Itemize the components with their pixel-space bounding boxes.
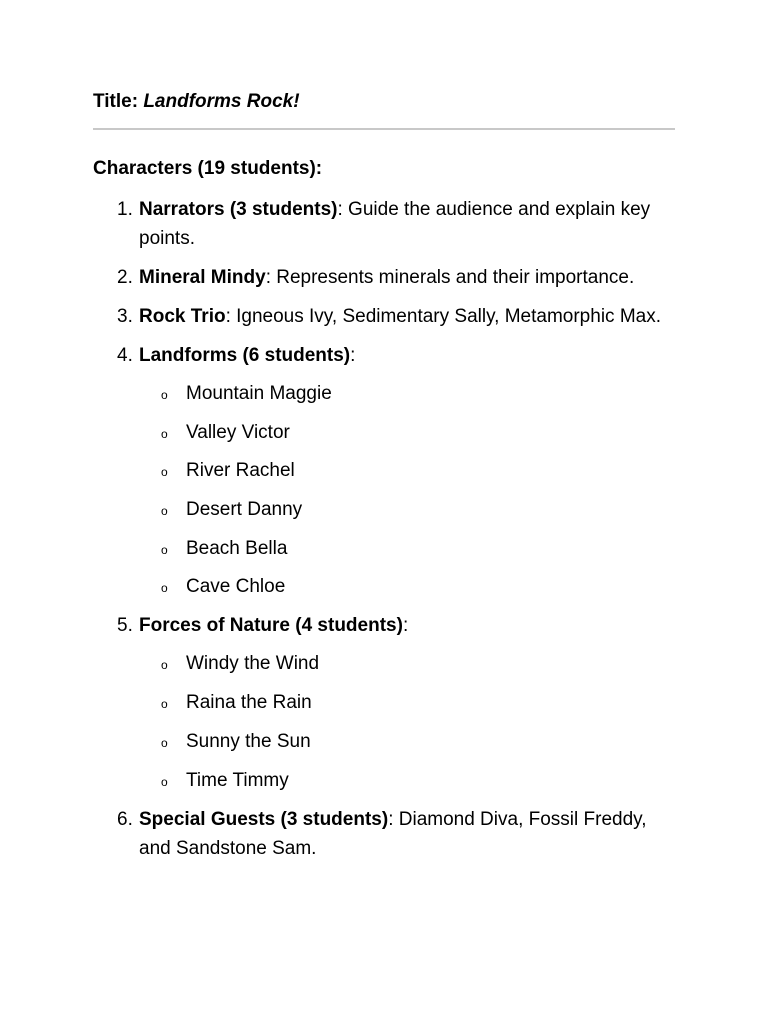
character-description: : bbox=[350, 345, 356, 366]
sub-item-label: Mountain Maggie bbox=[186, 383, 332, 404]
sub-item-label: Desert Danny bbox=[186, 499, 303, 521]
circle-bullet-icon: o bbox=[161, 504, 168, 519]
sub-list-item bbox=[139, 649, 675, 678]
character-name: Mineral Mindy bbox=[139, 267, 266, 288]
sub-item-label: Cave Chloe bbox=[186, 576, 286, 598]
character-description: : Represents minerals and their importance. bbox=[265, 267, 635, 288]
sub-list-item bbox=[139, 495, 675, 524]
character-name: Forces of Nature (4 students) bbox=[139, 615, 403, 637]
list-number: 3. bbox=[117, 306, 133, 327]
sub-item-label: Raina the Rain bbox=[186, 692, 312, 714]
list-number: 4. bbox=[117, 345, 133, 366]
sub-list-item bbox=[139, 572, 675, 601]
circle-bullet-icon: o bbox=[161, 388, 168, 402]
forces-sublist bbox=[139, 649, 675, 794]
characters-heading: Characters (19 students): bbox=[93, 158, 323, 179]
horizontal-rule bbox=[93, 128, 675, 130]
circle-bullet-icon: o bbox=[161, 542, 168, 557]
sub-item-label: Windy the Wind bbox=[186, 653, 320, 675]
circle-bullet-icon: o bbox=[161, 658, 168, 673]
title-value: Landforms Rock! bbox=[143, 91, 300, 112]
sub-list-item bbox=[139, 418, 675, 447]
character-description: : Diamond Diva, Fossil Freddy, and Sandstone Sam. bbox=[139, 808, 647, 859]
list-item bbox=[93, 195, 675, 253]
list-item bbox=[93, 611, 675, 794]
list-number: 2. bbox=[117, 267, 133, 288]
circle-bullet-icon: o bbox=[161, 581, 168, 596]
character-name: Special Guests (3 students) bbox=[139, 808, 389, 830]
circle-bullet-icon: o bbox=[161, 774, 168, 789]
sub-item-label: River Rachel bbox=[186, 460, 295, 482]
list-item bbox=[93, 263, 675, 292]
sub-list-item bbox=[139, 379, 675, 408]
character-name: Rock Trio bbox=[139, 306, 226, 327]
circle-bullet-icon: o bbox=[161, 465, 168, 480]
circle-bullet-icon: o bbox=[161, 426, 168, 441]
sub-item-label: Sunny the Sun bbox=[186, 730, 311, 752]
character-name: Landforms (6 students) bbox=[139, 345, 351, 366]
document-page bbox=[93, 88, 675, 873]
title-label: Title: bbox=[93, 91, 139, 112]
landforms-sublist bbox=[139, 379, 675, 601]
sub-item-label: Beach Bella bbox=[186, 537, 288, 559]
circle-bullet-icon: o bbox=[161, 735, 168, 750]
characters-list bbox=[93, 195, 675, 863]
circle-bullet-icon: o bbox=[161, 697, 168, 712]
character-description: : Igneous Ivy, Sedimentary Sally, Metamorphic Max. bbox=[225, 306, 661, 327]
character-description: : bbox=[402, 615, 409, 637]
list-item bbox=[93, 341, 675, 601]
sub-item-label: Valley Victor bbox=[186, 421, 290, 443]
list-item bbox=[93, 302, 675, 331]
sub-list-item bbox=[139, 688, 675, 717]
sub-list-item bbox=[139, 456, 675, 485]
list-number: 6. bbox=[117, 808, 133, 830]
sub-list-item bbox=[139, 766, 675, 795]
character-name: Narrators (3 students) bbox=[139, 199, 338, 220]
sub-list-item bbox=[139, 727, 675, 756]
document-title bbox=[93, 88, 675, 116]
list-item bbox=[93, 805, 675, 863]
sub-list-item bbox=[139, 534, 675, 563]
sub-item-label: Time Timmy bbox=[186, 769, 289, 791]
list-number: 1. bbox=[117, 199, 133, 220]
character-description: : Guide the audience and explain key points. bbox=[139, 199, 651, 249]
list-number: 5. bbox=[117, 615, 133, 637]
